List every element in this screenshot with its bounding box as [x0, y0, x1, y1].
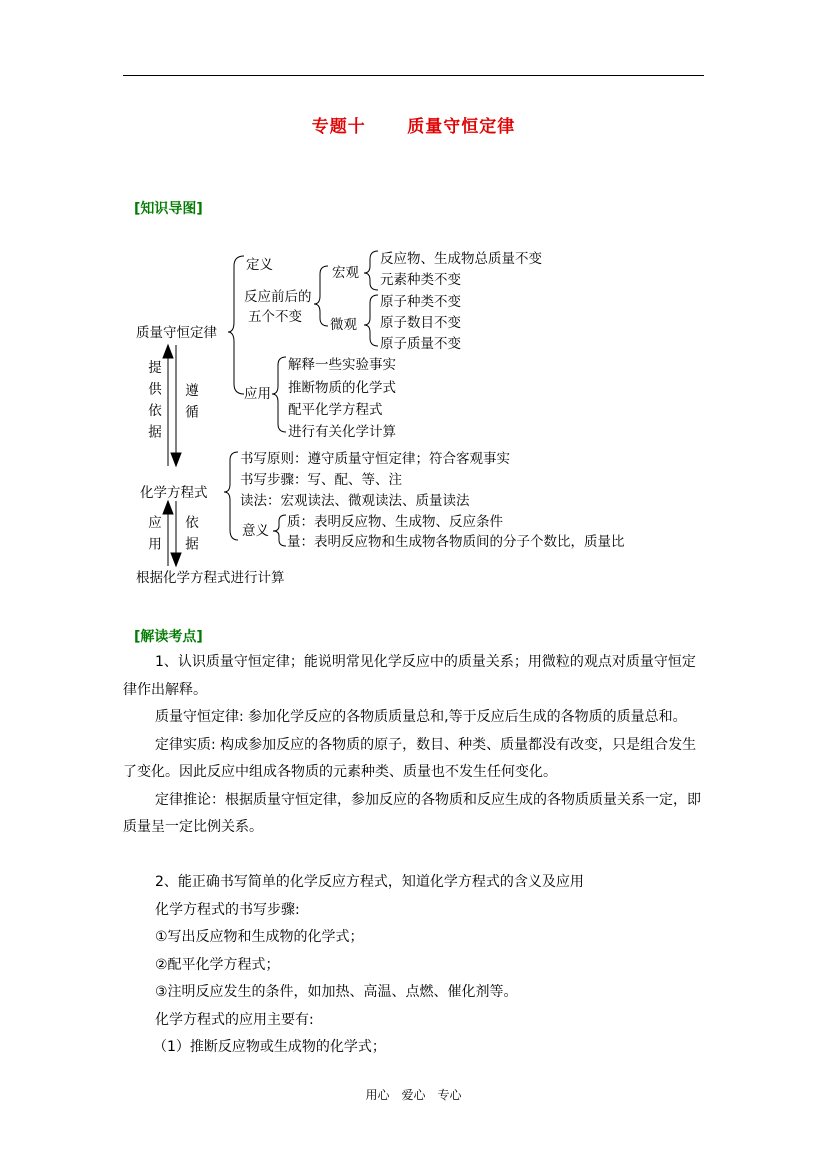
map-application-item-2: 推断物质的化学式 — [288, 380, 396, 396]
brace-five — [314, 266, 328, 326]
map-meaning-item-2: 量：表明反应物和生成物各物质间的分子个数比，质量比 — [287, 534, 625, 550]
map-macro: 宏观 — [332, 265, 359, 281]
map-macro-item-1: 反应物、生成物总质量不变 — [380, 251, 542, 267]
map-application-item-4: 进行有关化学计算 — [288, 424, 396, 440]
map-application-item-3: 配平化学方程式 — [288, 402, 383, 418]
paragraph: 定律实质: 构成参加反应的各物质的原子，数目、种类、质量都没有改变，只是组合发生了变化。因此反应中组成各物质的元素种类、质量也不发生任何变化。 — [123, 736, 697, 780]
map-definition: 定义 — [246, 257, 273, 273]
map-micro-item-1: 原子种类不变 — [380, 294, 461, 310]
title-number: 专题十 — [311, 117, 366, 137]
brace-meaning — [273, 515, 286, 546]
page-footer: 用心 爱心 专心 — [365, 1088, 462, 1102]
map-equation-item-3: 读法：宏观读法、微观读法、质量读法 — [240, 493, 470, 509]
section-heading-map: [知识导图] — [134, 201, 203, 217]
list-item: ②配平化学方程式； — [155, 956, 280, 973]
map-equation-item-2: 书写步骤：写、配、等、注 — [240, 472, 402, 488]
map-equation-item-1: 书写原则：遵守质量守恒定律；符合客观事实 — [240, 451, 510, 467]
section-heading-points: [解读考点] — [134, 629, 203, 645]
brace-equation — [224, 452, 238, 540]
spacer — [123, 842, 707, 870]
map-application: 应用 — [244, 386, 271, 402]
paragraph: 1、认识质量守恒定律；能说明常见化学反应中的质量关系；用微粒的观点对质量守恒定律作出解释。 — [123, 654, 696, 698]
map-arrow-label-apply: 应用 — [145, 515, 161, 558]
title-topic: 质量守恒定律 — [407, 117, 516, 137]
map-arrow-label-basis: 依据 — [182, 515, 198, 558]
map-micro-item-3: 原子质量不变 — [380, 336, 461, 352]
map-micro-item-2: 原子数目不变 — [380, 315, 461, 331]
map-application-item-1: 解释一些实验事实 — [288, 357, 396, 373]
brace-main — [228, 256, 244, 394]
map-unchanged-line2: 五个不变 — [248, 309, 302, 325]
list-item: ③注明反应发生的条件，如加热、高温、点燃、催化剂等。 — [155, 984, 518, 1000]
map-arrow-label-provide-basis: 提供依据 — [145, 360, 161, 446]
paragraph: 定律推论：根据质量守恒定律，参加反应的各物质和反应生成的各物质质量关系一定，即质量呈一定比例关系。 — [123, 791, 701, 835]
map-macro-item-2: 元素种类不变 — [380, 272, 461, 288]
list-item: （1）推断反应物或生成物的化学式； — [153, 1039, 386, 1055]
map-micro: 微观 — [330, 317, 357, 333]
paragraph: 化学方程式的书写步骤: — [155, 901, 300, 918]
map-meaning-item-1: 质：表明反应物、生成物、反应条件 — [287, 514, 503, 530]
key-points-body — [123, 649, 707, 1062]
paragraph: 2、能正确书写简单的化学反应方程式，知道化学方程式的含义及应用 — [155, 874, 584, 890]
paragraph: 质量守恒定律: 参加化学反应的各物质质量总和,等于反应后生成的各物质的质量总和。 — [155, 709, 687, 725]
map-unchanged-line1: 反应前后的 — [244, 289, 312, 305]
paragraph: 化学方程式的应用主要有: — [155, 1011, 314, 1028]
map-arrow-label-follow: 遵循 — [182, 383, 198, 426]
brace-apply — [272, 357, 286, 432]
map-root-calculation: 根据化学方程式进行计算 — [136, 570, 285, 586]
brace-macro — [364, 251, 378, 290]
brace-micro — [364, 295, 378, 346]
map-root-conservation-law: 质量守恒定律 — [136, 325, 217, 341]
map-meaning: 意义 — [242, 523, 269, 539]
list-item: ①写出反应物和生成物的化学式； — [155, 929, 364, 945]
map-root-equation: 化学方程式 — [140, 485, 208, 501]
